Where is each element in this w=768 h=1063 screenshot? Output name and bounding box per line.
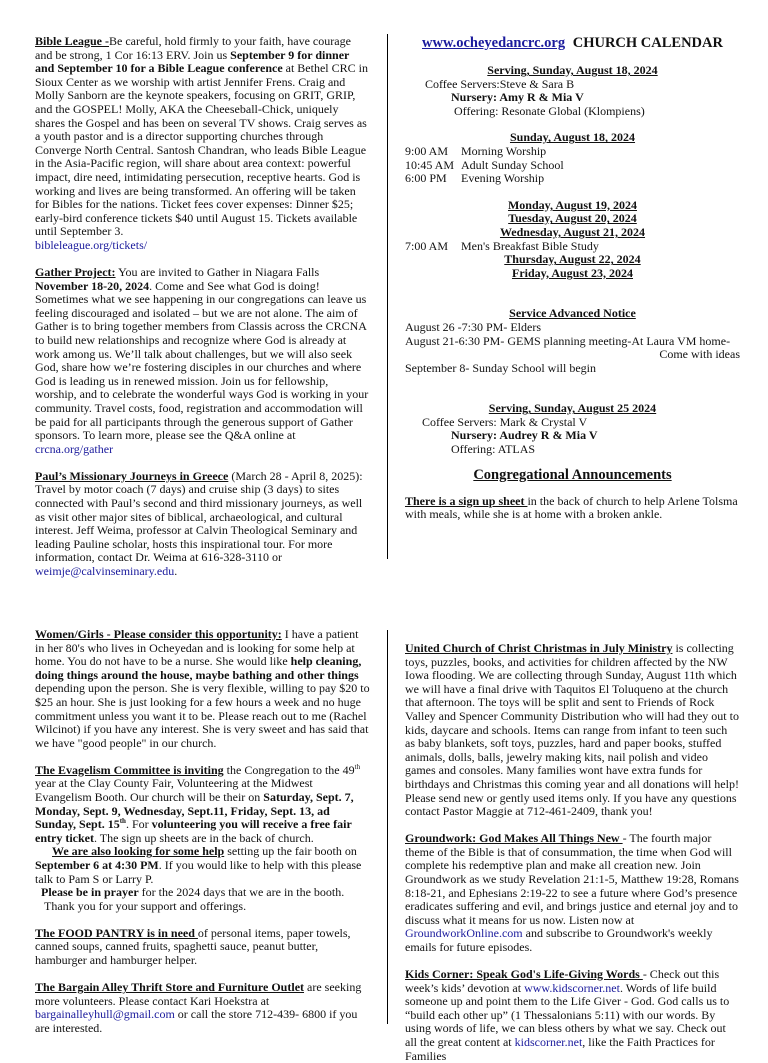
groundwork-title: Groundwork: God Makes All Things New — [405, 831, 623, 846]
bible-league-notice — [35, 35, 370, 253]
nursery-aug-25: Nursery: Audrey R & Mia V — [451, 428, 598, 443]
offering-aug-25: Offering: ATLAS — [451, 442, 536, 457]
schedule-row — [405, 145, 740, 159]
evangelism-sup: th — [354, 762, 361, 771]
advance-notice-line: Come with ideas — [659, 347, 740, 362]
nursery-aug-18: Nursery: Amy R & Mia V — [451, 90, 584, 105]
thanks-text: Thank you for your support and offerings. — [44, 898, 247, 913]
church-calendar — [405, 35, 740, 522]
food-pantry-notice — [35, 927, 370, 968]
ucc-title: United Church of Christ Christmas in July Ministry — [405, 641, 673, 655]
evangelism-text-3: . For — [125, 817, 152, 832]
schedule-desc: Morning Worship — [461, 143, 547, 158]
bargain-alley-email-link[interactable]: bargainalleyhull@gmail.com — [35, 1007, 175, 1022]
top-left-column — [35, 35, 370, 592]
schedule-time: 6:00 PM — [405, 171, 447, 186]
schedule-row — [405, 240, 740, 254]
gather-notice — [35, 266, 370, 456]
kids-corner-text: - Check out this week’s kids’ devotion at — [405, 967, 720, 995]
bargain-alley-notice — [35, 981, 370, 1035]
bargain-alley-title: The Bargain Alley Thrift Store and Furniture Outlet — [35, 980, 305, 995]
food-pantry-title: The FOOD PANTRY is in need — [35, 925, 198, 940]
paul-journeys-notice — [35, 470, 370, 579]
ucc-notice — [405, 642, 740, 819]
sunday-title: Sunday, August 18, 2024 — [509, 130, 636, 145]
women-girls-title: Women/Girls - Please consider this opportunity: — [35, 627, 282, 641]
evangelism-notice — [35, 764, 370, 914]
food-pantry-text: of personal items, paper towels, canned soups, canned fruits, spaghetti sauce, peanut butter, hamburger and hamburger helper. — [35, 925, 351, 968]
evangelism-title: The Evagelism Committee is inviting — [35, 762, 224, 777]
groundwork-text-2: and subscribe to Groundwork's weekly emails for future episodes. — [405, 926, 713, 954]
women-girls-bold: help cleaning, doing things around the house, maybe bathing and other things — [35, 654, 362, 682]
help-text: setting up the fair booth on — [224, 844, 357, 859]
evangelism-text-2: year at the Clay County Fair, Volunteering at the Midwest Evangelism Booth. Our church will be their on — [35, 776, 313, 805]
friday-title: Friday, August 23, 2024 — [511, 265, 634, 280]
weima-email-link[interactable]: weimje@calvinseminary.edu — [35, 563, 175, 578]
prayer-text: for the 2024 days that we are in the booth. — [138, 885, 345, 900]
schedule-desc: Adult Sunday School — [461, 157, 564, 172]
bible-league-text: Be careful, hold firmly to your faith, have courage and be strong, 1 Cor 16:13 ERV. Join us — [35, 34, 351, 62]
coffee-servers-aug-18: Coffee Servers:Steve & Sara B — [425, 76, 575, 91]
gather-text: You are invited to Gather in Niagara Falls — [115, 265, 320, 279]
bible-league-link[interactable]: bibleleague.org/tickets/ — [35, 237, 148, 252]
women-girls-text-2: depending upon the person. She is very flexible, willing to pay $20 to $25 an hour. She is just looking for a few hours a week and no huge commitment unless you want it to be. Please reach out to me (Rachel Wilcinot) if you have any interest. She is very sweet and has said that we have "good people" in our church. — [35, 681, 370, 750]
schedule-desc: Evening Worship — [461, 171, 545, 186]
paul-journeys-end: . — [174, 563, 178, 578]
paul-journeys-title: Paul’s Missionary Journeys in Greece — [35, 468, 229, 483]
schedule-time: 10:45 AM — [405, 157, 455, 172]
announcements-title: Congregational Announcements — [473, 466, 672, 483]
signup-notice — [405, 495, 740, 522]
gather-title: Gather Project: — [35, 265, 116, 279]
evangelism-ticket: volunteering you will receive a free fair entry ticket — [35, 817, 352, 845]
women-girls-notice — [35, 628, 370, 750]
women-girls-text: I have a patient in her 80's who lives in Ocheyedan and is looking for some help at home. You do not have to be a nurse. She would like — [35, 627, 359, 669]
sunday-schedule — [405, 131, 740, 185]
groundwork-link[interactable]: GroundworkOnline.com — [405, 926, 523, 941]
paul-journeys-text: (March 28 - April 8, 2025): Travel by motor coach (7 days) and cruise ship (3 days) to sites connected with Paul’s second and third missionary journeys, as well as visit other major sites of biblical, archaeological, and cultural interest. Jeff Weima, professor at Calvin Theological Seminary and leading Pauline scholar, hosts this inspirational tour. For more information, contact Dr. Weima at 616-328-3110 or — [35, 468, 363, 565]
schedule-row — [405, 172, 740, 186]
schedule-desc: Men's Breakfast Bible Study — [461, 238, 599, 253]
bargain-alley-text: are seeking more volunteers. Please contact Kari Hoekstra at — [35, 980, 362, 1008]
top-column-divider — [387, 34, 388, 559]
serving-aug-18-title: Serving, Sunday, August 18, 2024 — [487, 63, 658, 77]
bible-league-text-2: at Bethel CRC in Sioux Center as we worship with artist Jennifer Frens. Craig and Molly Sanborn are the keynote speakers, focusing on GRIT, GRIP, and the GOSPEL! Molly, AKA the Cheeseball-Chick, uniquely shares the Gospel and has been on several TV shows. Craig serves as a youth pastor and is a director supporting churches through Converge North Central. Santosh Chandran, who leads Bible League in the Asia-Pacific region, will share about area context: powerful impact, dire need, intimidating persecution, receptive hearts. God is working and lives are being transformed. An offering will be taken for Bibles for the nations. Ticket fees cover expenses: Dinner $25; early-bird conference tickets $40 until August 15. Tickets available until September 3. — [35, 61, 368, 239]
bible-league-title: Bible League - — [35, 34, 109, 48]
evangelism-sup-2: th — [119, 817, 126, 826]
bottom-left-column — [35, 628, 370, 1036]
advance-notice-line: September 8- Sunday School will begin — [405, 360, 596, 375]
groundwork-notice — [405, 832, 740, 954]
bottom-column-divider — [387, 630, 388, 1024]
signup-text: in the back of church to help Arlene Tolsma with meals, while she is at home with a broken ankle. — [405, 493, 738, 522]
groundwork-text: - The fourth major theme of the Bible is that of consummation, the time when God will complete his redemptive plan and make all creation new. Join Groundwork as we study Revelation 21:1-5, Matthew 19:28, Romans 8:18-21, and Ephesians 2:19-22 to see a future where God’s presence eradicates suffering and evil, and brings justice and eternal joy and to discuss what it means for us now. Listen now at — [405, 831, 739, 927]
serving-aug-25 — [405, 402, 740, 456]
kidscorner-link[interactable]: www.kidscorner.net — [524, 980, 620, 995]
tuesday-title: Tuesday, August 20, 2024 — [508, 211, 637, 226]
kidscorner-link-2[interactable]: kidscorner.net — [514, 1035, 583, 1050]
help-title: We are also looking for some help — [52, 844, 225, 859]
advance-notice-line: August 21-6:30 PM- GEMS planning meeting-At Laura VM home- — [405, 333, 731, 348]
signup-title: There is a sign up sheet — [405, 493, 528, 508]
help-date: September 6 at 4:30 PM — [35, 858, 159, 872]
calendar-header — [405, 35, 740, 52]
gather-dates: November 18-20, 2024 — [35, 278, 150, 293]
kids-corner-title: Kids Corner: Speak God's Life-Giving Words — [405, 967, 643, 982]
advance-notice — [405, 307, 740, 375]
advance-notice-line: August 26 -7:30 PM- Elders — [405, 319, 541, 334]
kids-corner-notice — [405, 968, 740, 1063]
church-website-link[interactable]: www.ocheyedancrc.org — [422, 35, 566, 51]
kids-corner-text-2: . Words of life build someone up and point them to the Life Giver - God. God calls us to “build each other up” (1 Thessalonians 5:11) with our words. By using words of life, we can bless others by what we say. Check out all the great content at — [405, 980, 730, 1050]
calendar-title: CHURCH CALENDAR — [572, 35, 723, 51]
advance-notice-title: Service Advanced Notice — [509, 306, 636, 321]
evangelism-text: the Congregation to the 49 — [223, 762, 355, 777]
schedule-time: 9:00 AM — [405, 143, 449, 158]
wednesday-title: Wednesday, August 21, 2024 — [499, 224, 646, 239]
evangelism-text-4: . The sign up sheets are in the back of church. — [93, 830, 314, 845]
prayer-bold: Please be in prayer — [41, 885, 139, 900]
bargain-alley-text-2: or call the store 712-439- 6800 if you are interested. — [35, 1007, 358, 1035]
thursday-title: Thursday, August 22, 2024 — [504, 252, 641, 267]
weekday-schedule — [405, 199, 740, 281]
gather-text-2: . Come and See what God is doing! Sometimes what we see happening in our congregations can leave us feeling discouraged and isolated – but we are not alone. The aim of Gather is to bring together members from Classis across the CRCNA to build new relationships and recognize where God is already at work among us. We’ll talk about challenges, but we will also seek God, share how we’re fostering disciples in our churches and where God is leading us in renewed mission. Join us for fellowship, worship, and to celebrate the wonderful ways God is working in your community. Travel costs, food, registration and accommodation will be paid for all participants through the generous support of Gather sponsors. To learn more, please see the Q&A online at — [35, 278, 369, 443]
kids-corner-text-3: , like the Faith Practices for Families — [405, 1035, 715, 1063]
offering-aug-18: Offering: Resonate Global (Klompiens) — [454, 103, 645, 118]
serving-aug-25-title: Serving, Sunday, August 25 2024 — [488, 401, 657, 416]
bottom-right-column — [405, 642, 740, 1063]
monday-title: Monday, August 19, 2024 — [507, 197, 638, 212]
bible-league-dates: September 9 for dinner and September 10 for a Bible League conference — [35, 47, 350, 76]
schedule-row — [405, 159, 740, 173]
serving-aug-18 — [405, 64, 740, 118]
evangelism-dates: Saturday, Sept. 7, Monday, Sept. 9, Wednesday, Sept.11, Friday, Sept. 13, ad Sunday, Sept. 15 — [35, 790, 354, 832]
ucc-text: is collecting toys, puzzles, books, and activities for children affected by the NW Iowa flooding. We are collecting through Sunday, August 11th which we will have a final drive with Taquitos El Toluqueno at the church that afternoon. The toys will be split and sent to Friends of Rock Valley and Spencer Community Distribution who will had they out to kids, daycare and schools. Items can range from infant to teen such as baby blankets, soft toys, puzzles, hard and paper books, stuffed animals, dolls, balls, jewelry making kits, nail polish and video games and consoles. Many families wont have extra funds for birthdays and Christmas this coming year and all donations will help! Please send new or gently used items only. If you have any questions contact Pastor Maggie at 712-461-2409, thank you! — [405, 641, 739, 819]
schedule-time: 7:00 AM — [405, 238, 449, 253]
gather-link[interactable]: crcna.org/gather — [35, 441, 114, 456]
help-text-2: . If you would like to help with this please talk to Pam S or Larry P. — [35, 858, 362, 886]
coffee-servers-aug-25: Coffee Servers: Mark & Crystal V — [422, 414, 588, 429]
